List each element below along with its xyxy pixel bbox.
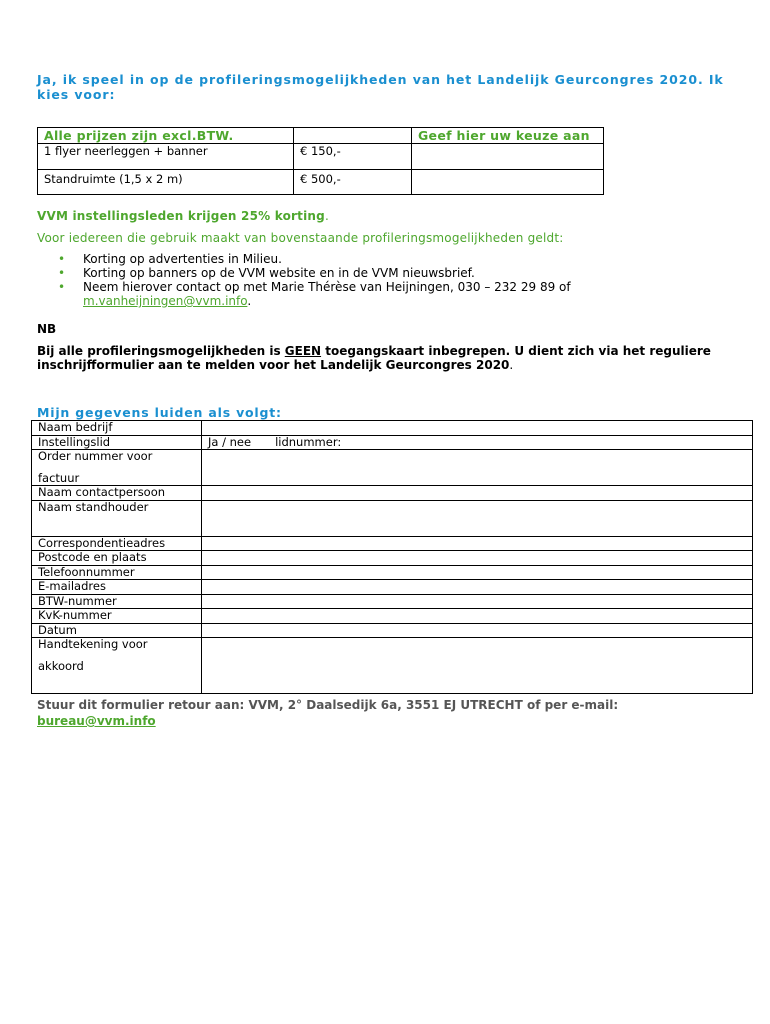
input-telefoon[interactable] <box>202 565 753 580</box>
price-header-left: Alle prijzen zijn excl.BTW. <box>38 128 294 144</box>
details-form-table <box>31 420 753 694</box>
price-header-right: Geef hier uw keuze aan <box>412 128 604 144</box>
nb-label: NB <box>37 322 57 336</box>
input-naam-contactpersoon[interactable] <box>202 486 753 501</box>
lidnummer-label: lidnummer: <box>275 434 342 449</box>
input-naam-standhouder[interactable] <box>202 500 753 536</box>
choice-cell-flyer[interactable] <box>412 144 604 170</box>
intro-heading: Ja, ik speel in op de profileringsmogelijkheden van het Landelijk Geurcongres 2020. Ik kies voor: <box>37 72 724 102</box>
label-handtekening: Handtekening voor akkoord <box>32 638 202 694</box>
contact-email-link[interactable]: m.vanheijningen@vvm.info <box>83 294 248 308</box>
price-row-item: Standruimte (1,5 x 2 m) <box>38 170 294 195</box>
input-correspondentieadres[interactable] <box>202 536 753 551</box>
input-btw[interactable] <box>202 594 753 609</box>
my-details-heading: Mijn gegevens luiden als volgt: <box>37 405 282 420</box>
label-order-nummer: Order nummer voor factuur <box>32 450 202 486</box>
price-row-price: € 500,- <box>294 170 412 195</box>
bureau-email-link[interactable]: bureau@vvm.info <box>37 714 156 728</box>
input-naam-bedrijf[interactable] <box>202 421 753 436</box>
choice-cell-stand[interactable] <box>412 170 604 195</box>
label-correspondentieadres: Correspondentieadres <box>32 536 202 551</box>
list-item: • Korting op advertenties in Milieu. <box>58 252 571 266</box>
benefits-list <box>58 252 571 308</box>
footer-text: Stuur dit formulier retour aan: VVM, 2° Daalsedijk 6a, 3551 EJ UTRECHT of per e-mail: <box>37 698 619 712</box>
list-item: • Korting op banners op de VVM website en in de VVM nieuwsbrief. <box>58 266 571 280</box>
input-email[interactable] <box>202 580 753 595</box>
input-order-nummer[interactable] <box>202 450 753 486</box>
input-postcode[interactable] <box>202 551 753 566</box>
voor-iedereen-text: Voor iedereen die gebruik maakt van bovenstaande profileringsmogelijkheden geldt: <box>37 231 564 245</box>
input-datum[interactable] <box>202 623 753 638</box>
label-instellingslid: Instellingslid <box>32 435 202 450</box>
label-btw: BTW-nummer <box>32 594 202 609</box>
label-naam-contactpersoon: Naam contactpersoon <box>32 486 202 501</box>
input-handtekening[interactable] <box>202 638 753 694</box>
korting-line <box>37 209 329 223</box>
korting-text: VVM instellingsleden krijgen 25% korting <box>37 209 325 223</box>
label-kvk: KvK-nummer <box>32 609 202 624</box>
label-datum: Datum <box>32 623 202 638</box>
geen-notice: Bij alle profileringsmogelijkheden is GEEN toegangskaart inbegrepen. U dient zich via het reguliere inschrijfformulier aan te melden voor het Landelijk Geurcongres 2020. <box>37 344 711 372</box>
price-table <box>37 127 604 195</box>
label-email: E-mailadres <box>32 580 202 595</box>
label-naam-standhouder: Naam standhouder <box>32 500 202 536</box>
ja-nee-option[interactable]: Ja / nee <box>208 434 252 449</box>
list-item: • Neem hierover contact op met Marie Thérèse van Heijningen, 030 – 232 29 89 of m.vanheijningen@vvm.info. <box>58 280 571 308</box>
price-header-mid <box>294 128 412 144</box>
label-telefoon: Telefoonnummer <box>32 565 202 580</box>
price-row-price: € 150,- <box>294 144 412 170</box>
input-instellingslid[interactable] <box>202 435 753 450</box>
label-naam-bedrijf: Naam bedrijf <box>32 421 202 436</box>
footer-instructions <box>37 697 618 729</box>
korting-suffix: . <box>324 209 329 223</box>
input-kvk[interactable] <box>202 609 753 624</box>
price-row-item: 1 flyer neerleggen + banner <box>38 144 294 170</box>
label-postcode: Postcode en plaats <box>32 551 202 566</box>
